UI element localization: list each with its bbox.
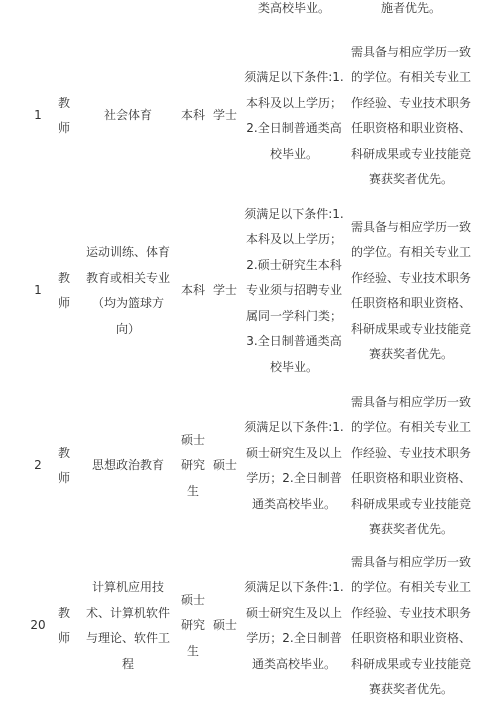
education-cell [178,546,208,706]
text-line: 教 [57,605,70,620]
text-line: 作经验、专业技术职务 [350,605,471,620]
other-requirements-cell [346,546,476,706]
text-line: 的学位。有相关专业工 [350,580,471,594]
text-line: 科研成果或专业技能竞 [350,496,471,511]
text-line: 教 [57,95,70,110]
text-line: 需具备与相应学历一致 [350,554,471,569]
text-line: 教 [57,270,70,285]
other-requirements-cell [346,0,476,32]
count-cell [26,196,50,386]
text-line: 硕士 [180,432,205,447]
degree-cell [208,386,242,546]
text-line: 赛获奖者优先。 [368,172,453,186]
text-line: 师 [57,296,70,310]
major-cell [78,386,178,546]
text-line: 1 [34,283,42,298]
post-cell [50,546,78,706]
text-line: 教育或相关专业 [85,270,170,285]
text-line: 须满足以下条件:1. [244,206,344,221]
major-cell [78,36,178,196]
text-line: 的学位。有相关专业工 [350,245,471,259]
degree-cell [208,36,242,196]
degree-cell [208,196,242,386]
text-line: 本科 [180,283,205,298]
text-line: 赛获奖者优先。 [368,347,453,361]
text-line: 与理论、软件工 [85,631,170,645]
text-line: 学士 [212,108,237,123]
text-line: 须满足以下条件:1. [244,70,344,84]
text-line: 师 [57,631,70,645]
education-cell [178,196,208,386]
post-cell [50,36,78,196]
text-line: 作经验、专业技术职务 [350,95,471,110]
text-line: 科研成果或专业技能竞 [350,656,471,671]
table-row [0,386,504,546]
table-row [0,196,504,386]
text-line: 需具备与相应学历一致 [350,44,471,59]
text-line: 通类高校毕业。 [251,496,336,511]
text-line: 作经验、专业技术职务 [350,445,471,460]
table-row-partial [0,0,504,32]
text-line: 作经验、专业技术职务 [350,270,471,285]
text-line: 赛获奖者优先。 [368,682,453,696]
text-line: 任职资格和职业资格、 [350,296,471,310]
text-line: 20 [30,618,46,633]
text-line: 术、计算机软件 [85,605,170,620]
conditions-cell [242,36,346,196]
education-cell [178,36,208,196]
conditions-cell [242,196,346,386]
text-line: 向） [115,321,140,336]
post-cell [50,196,78,386]
count-cell [26,546,50,706]
text-line: 的学位。有相关专业工 [350,420,471,434]
other-requirements-cell [346,196,476,386]
text-line: 研究 [180,618,205,633]
text-line: 硕士研究生及以上 [245,445,342,460]
text-line: 硕士 [212,458,237,473]
text-line: 社会体育 [103,108,152,123]
education-cell [178,386,208,546]
text-line: 类高校毕业。 [257,1,330,16]
degree-cell [208,546,242,706]
text-line: 施者优先。 [380,1,441,16]
text-line: 专业须与招聘专业 [245,283,342,298]
text-line: 生 [186,483,199,498]
text-line: 生 [186,643,199,658]
text-line: 须满足以下条件:1. [244,580,344,594]
text-line: 师 [57,471,70,485]
major-cell [78,546,178,706]
text-line: 需具备与相应学历一致 [350,219,471,234]
text-line: 任职资格和职业资格、 [350,121,471,135]
post-cell [50,386,78,546]
text-line: 思想政治教育 [91,458,164,473]
text-line: 2.硕士研究生本科 [246,257,342,272]
text-line: 研究 [180,458,205,473]
text-line: 教 [57,445,70,460]
text-line: 计算机应用技 [91,580,164,594]
text-line: 校毕业。 [269,146,318,161]
text-line: 硕士 [212,618,237,633]
text-line: 科研成果或专业技能竞 [350,146,471,161]
text-line: 任职资格和职业资格、 [350,631,471,645]
text-line: 属同一学科门类； [245,308,342,323]
text-line: 学历；2.全日制普 [246,471,342,485]
text-line: 学历；2.全日制普 [246,631,342,645]
other-requirements-cell [346,36,476,196]
text-line: 本科及以上学历； [245,232,342,247]
text-line: 的学位。有相关专业工 [350,70,471,84]
text-line: 通类高校毕业。 [251,656,336,671]
text-line: 须满足以下条件:1. [244,420,344,434]
conditions-cell [242,0,346,32]
table-row [0,546,504,706]
text-line: 校毕业。 [269,359,318,374]
text-line: 运动训练、体育 [85,245,170,259]
text-line: 2 [34,458,42,473]
text-line: 本科 [180,108,205,123]
text-line: 3.全日制普通类高 [246,334,342,349]
text-line: 科研成果或专业技能竞 [350,321,471,336]
text-line: 师 [57,121,70,135]
text-line: 赛获奖者优先。 [368,522,453,536]
major-cell [78,196,178,386]
text-line: 1 [34,108,42,123]
text-line: 硕士 [180,592,205,607]
other-requirements-cell [346,386,476,546]
count-cell [26,36,50,196]
count-cell [26,386,50,546]
text-line: 任职资格和职业资格、 [350,471,471,485]
text-line: 本科及以上学历； [245,95,342,110]
conditions-cell [242,546,346,706]
text-line: 程 [121,656,134,671]
conditions-cell [242,386,346,546]
text-line: 学士 [212,283,237,298]
text-line: 硕士研究生及以上 [245,605,342,620]
text-line: 需具备与相应学历一致 [350,394,471,409]
table-row [0,36,504,196]
text-line: 2.全日制普通类高 [246,121,342,135]
text-line: （均为篮球方 [91,296,164,310]
